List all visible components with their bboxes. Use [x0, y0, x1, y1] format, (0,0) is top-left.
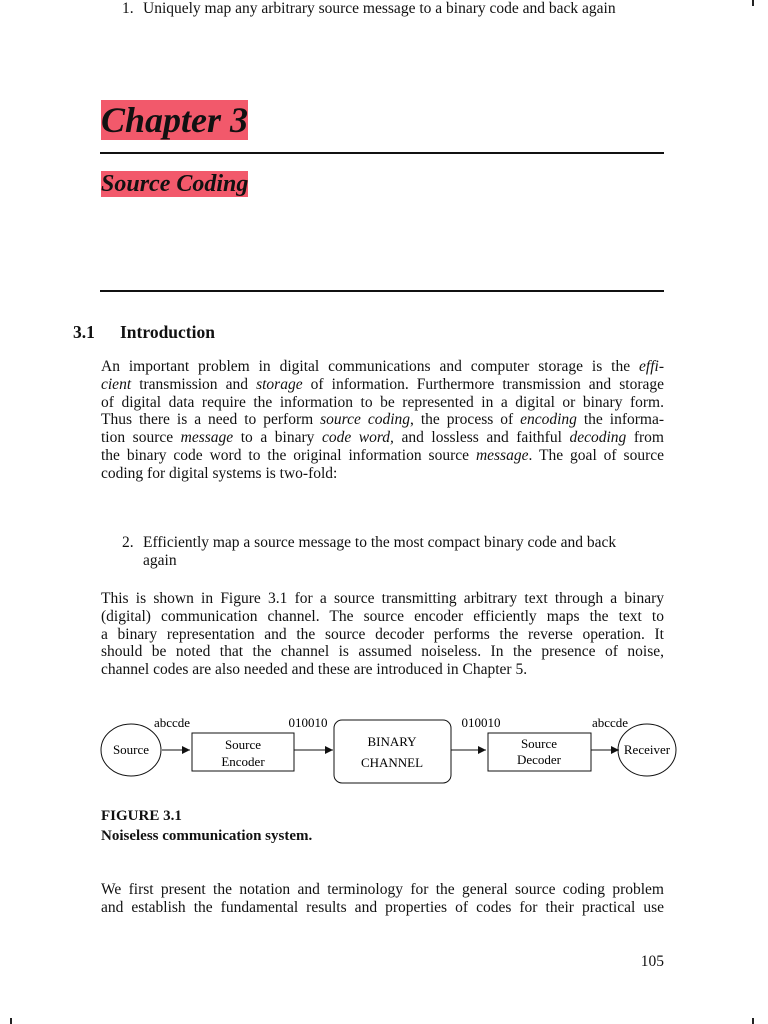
paragraph-text: transmission and: [131, 375, 257, 393]
paragraph-line: [101, 376, 664, 394]
intro-paragraph: [101, 358, 664, 483]
section-number: 3.1: [73, 322, 95, 342]
paragraph-text: , the process of: [410, 411, 521, 429]
channel-label-line: CHANNEL: [360, 755, 424, 770]
chapter-title-rule: [100, 152, 664, 154]
crop-mark-bottom-left: [10, 1018, 12, 1024]
figure-diagram: [98, 712, 680, 788]
page-number: 105: [640, 953, 664, 970]
paragraph-text: of digital data require the information to be represented in a digital or binary form.: [101, 393, 664, 411]
paragraph-text: coding for digital systems is two-fold:: [101, 464, 338, 482]
paragraph-line: and establish the fundamental results and properties of codes for their practical use: [101, 898, 664, 916]
figure-caption-label: FIGURE 3.1: [101, 808, 182, 824]
emphasis-text: decoding: [569, 429, 627, 447]
goal-list-continued: [101, 534, 664, 570]
paragraph-text: from: [626, 429, 664, 447]
paragraph-line: [101, 358, 664, 376]
paragraph-line: [101, 411, 664, 429]
crop-mark-top-right: [752, 0, 754, 6]
list-item: [101, 0, 664, 18]
figure-description-paragraph: [101, 590, 664, 679]
paragraph-line: channel codes are also needed and these are introduced in Chapter 5.: [101, 661, 528, 679]
list-item-number: 2.: [122, 534, 134, 551]
emphasis-text: storage: [256, 375, 303, 393]
emphasis-text: code word,: [321, 429, 394, 447]
chapter-subtitle-text: Source Coding: [101, 171, 249, 197]
chapter-header-bottom-rule: [100, 290, 664, 292]
decoder-label-line: Decoder: [516, 752, 562, 767]
emphasis-text: message: [475, 446, 529, 464]
paragraph-text: . The goal of source: [528, 446, 664, 464]
binary-channel-box: [334, 720, 451, 783]
label-text-in: abccde: [153, 715, 191, 730]
paragraph-line: (digital) communication channel. The source encoder efficiently maps the text to: [101, 607, 664, 625]
label-text-out: abccde: [591, 715, 629, 730]
emphasis-text: effi-: [639, 358, 664, 375]
encoder-label-line: Source: [224, 737, 262, 752]
channel-label-line: BINARY: [367, 734, 417, 749]
paragraph-text: An important problem in digital communications and computer storage is the: [101, 358, 640, 375]
emphasis-text: cient: [101, 375, 132, 393]
closing-paragraph: [101, 881, 664, 917]
paragraph-line: [101, 465, 664, 483]
paragraph-line: should be noted that the channel is assumed noiseless. In the presence of noise,: [101, 643, 664, 661]
paragraph-line: This is shown in Figure 3.1 for a source transmitting arbitrary text through a binary: [101, 590, 664, 607]
crop-mark-bottom-right: [752, 1018, 754, 1024]
decoder-label-line: Source: [520, 736, 558, 751]
chapter-title: [101, 100, 250, 140]
paragraph-line: [101, 447, 664, 465]
receiver-label: Receiver: [623, 742, 671, 757]
list-item-text: Uniquely map any arbitrary source message to a binary code and back again: [143, 0, 616, 17]
chapter-title-text: Chapter 3: [101, 100, 249, 140]
paragraph-text: of information. Furthermore transmission and storage: [302, 375, 664, 393]
paragraph-line: a binary representation and the source decoder performs the reverse operation. It: [101, 625, 664, 643]
chapter-subtitle: [101, 170, 250, 198]
emphasis-text: encoding: [520, 411, 577, 429]
label-bits-out: 010010: [461, 715, 501, 730]
figure-caption-text: Noiseless communication system.: [101, 828, 313, 844]
paragraph-text: and lossless and faithful: [393, 429, 570, 447]
label-bits-in: 010010: [288, 715, 328, 730]
source-label: Source: [112, 742, 150, 757]
paragraph-text: tion source: [101, 429, 181, 447]
list-item-text-line: Efficiently map a source message to the most compact binary code and back: [143, 534, 617, 551]
paragraph-line: [101, 394, 664, 412]
list-item-text-line: again: [143, 551, 177, 569]
communication-system-figure: [98, 712, 680, 788]
list-item-number: 1.: [122, 0, 134, 17]
paragraph-line: [101, 429, 664, 447]
emphasis-text: source coding: [320, 411, 411, 429]
encoder-label-line: Encoder: [221, 754, 265, 769]
section-title: Introduction: [120, 322, 215, 342]
list-item: [101, 534, 664, 570]
paragraph-text: the informa-: [576, 411, 665, 429]
section-heading: [73, 321, 215, 343]
paragraph-line: We first present the notation and terminology for the general source coding problem: [101, 881, 664, 898]
paragraph-text: to a binary: [233, 429, 322, 447]
paragraph-text: the binary code word to the original information source: [101, 446, 476, 464]
emphasis-text: message: [180, 429, 234, 447]
paragraph-text: Thus there is a need to perform: [101, 411, 321, 429]
